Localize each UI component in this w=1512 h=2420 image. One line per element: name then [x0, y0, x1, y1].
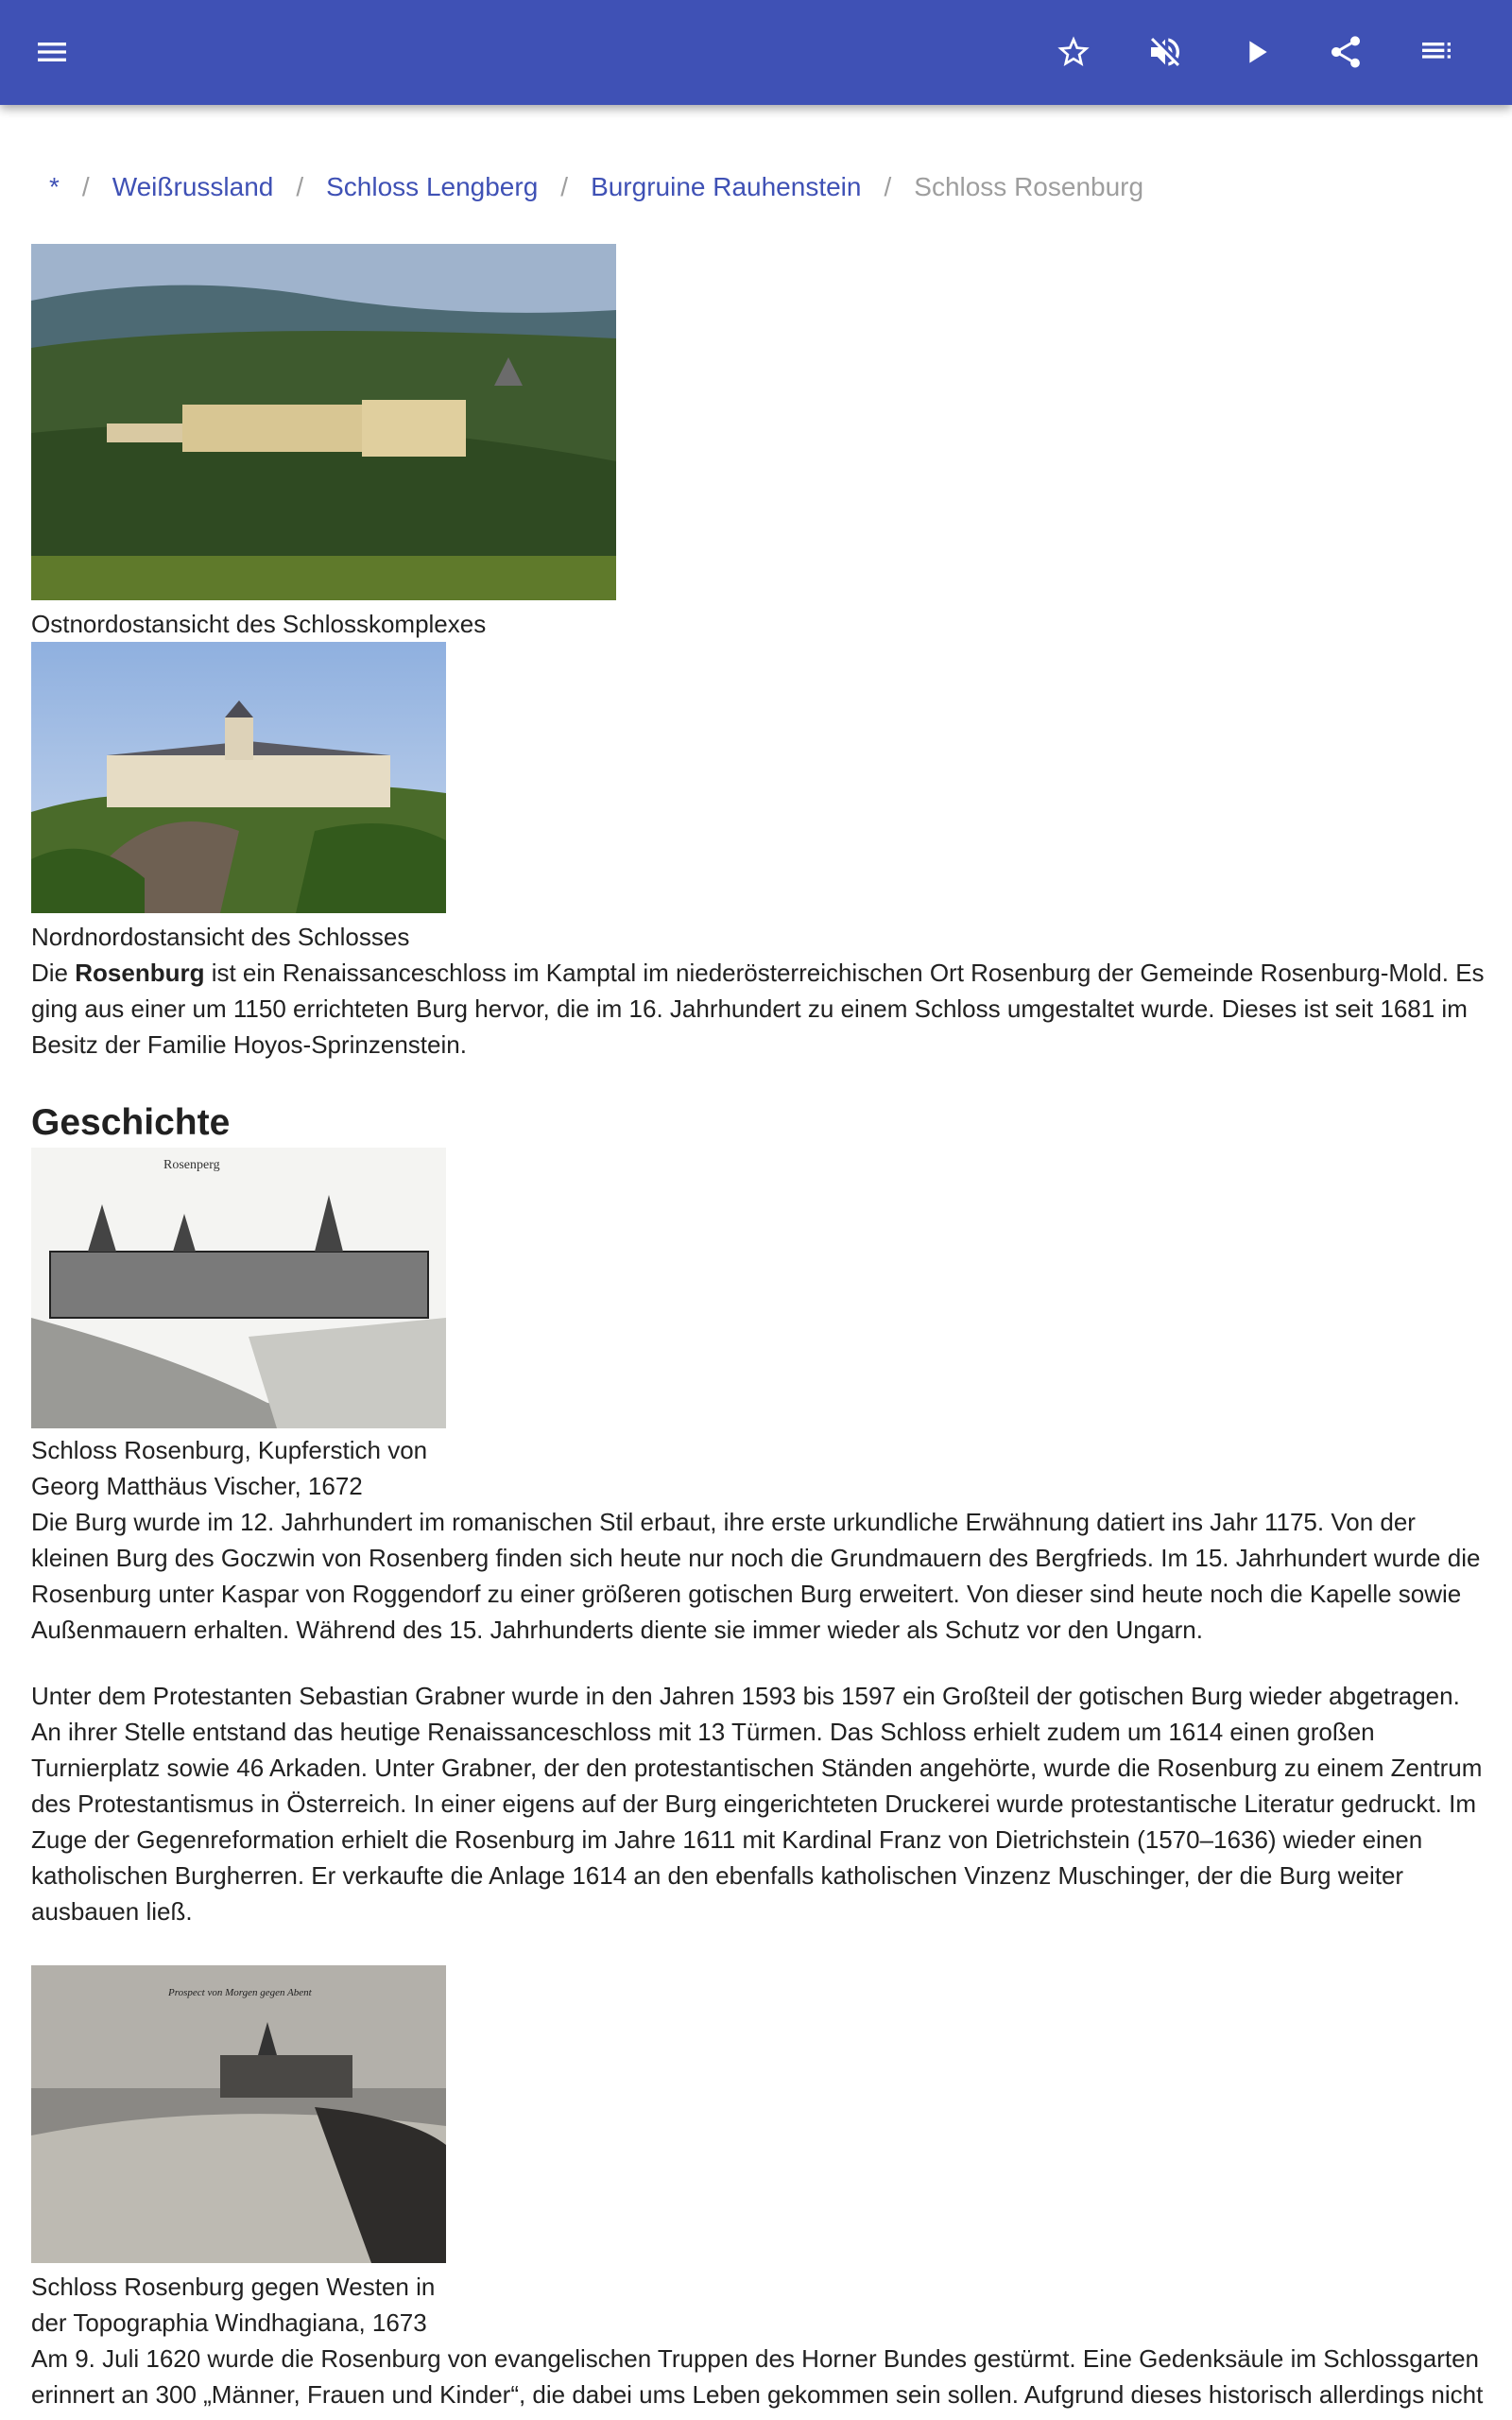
history-paragraph-2: Unter dem Protestanten Sebastian Grabner wurde in den Jahren 1593 bis 1597 ein Großteil der gotischen Burg wieder abgetragen. An ihrer Stelle entstand das heutige Renaissanceschloss mit 13 Türmen. Das Schloss erhielt zudem um 1614 einen großen Turnierplatz sowie 46 Arkaden. Unter Grabner, der den protestantischen Ständen angehörte, wurde die Rosenburg zu einem Zentrum des Protestantismus in Österreich. In einer eigens auf der Burg eingerichteten Druckerei wurde protestantische Literatur gedruckt. Im Zuge der Gegenreformation erhielt die Rosenburg im Jahre 1611 mit Kardinal Franz von Dietrichstein (1570–1636) wieder einen katholischen Burgherren. Er verkaufte die Anlage 1614 an den ebenfalls katholischen Vinzenz Muschinger, der die Burg weiter ausbauen ließ.: [31, 1682, 1483, 1926]
breadcrumb: [49, 168, 1143, 206]
app-bar: [0, 0, 1512, 105]
topographia-image[interactable]: [31, 1965, 446, 2263]
figure-caption: Ostnordostansicht des Schlosskomplexes: [31, 610, 487, 638]
breadcrumb-separator: /: [884, 172, 892, 201]
article: [31, 244, 1486, 2412]
figure-caption: Schloss Rosenburg gegen Westen in der Topographia Windhagiana, 1673: [31, 2273, 436, 2337]
figure-caption: Schloss Rosenburg, Kupferstich von Georg Matthäus Vischer, 1672: [31, 1436, 428, 1500]
topographia-label: Prospect von Morgen gegen Abent: [168, 1987, 312, 1998]
playlist-icon[interactable]: [1418, 33, 1455, 71]
figure-east-view: [31, 244, 1486, 642]
star-icon[interactable]: [1055, 33, 1092, 71]
breadcrumb-schloss-lengberg[interactable]: Schloss Lengberg: [326, 172, 539, 201]
breadcrumb-home[interactable]: *: [49, 172, 60, 201]
castle-photo-east[interactable]: [31, 244, 616, 600]
breadcrumb-separator: /: [560, 172, 569, 201]
intro-paragraph: [31, 955, 1486, 1063]
intro-text: ist ein Renaissanceschloss im Kamptal im niederösterreichischen Ort Rosenburg der Gemeinde Rosenburg-Mold. Es ging aus einer um 1150 errichteten Burg hervor, die im 16. Jahrhundert zu einem Schloss umgestaltet wurde. Dieses ist seit 1681 im Besitz der Familie Hoyos-Sprinzenstein.: [31, 959, 1485, 1059]
breadcrumb-separator: /: [81, 172, 90, 201]
play-icon[interactable]: [1237, 33, 1275, 71]
section-heading: Geschichte: [31, 1102, 231, 1143]
breadcrumb-weissrussland[interactable]: Weißrussland: [112, 172, 274, 201]
figure-topographia-1673: [31, 1965, 446, 2341]
intro-text: Die: [31, 959, 76, 987]
castle-photo-north[interactable]: [31, 642, 446, 913]
history-paragraph-3: Am 9. Juli 1620 wurde die Rosenburg von evangelischen Truppen des Horner Bundes gestürmt. Eine Gedenksäule im Schlossgarten erinnert an 300 „Männer, Frauen und Kinder“, die dabei ums Leben gekommen sein sollen. Aufgrund dieses historisch allerdings nicht: [31, 2344, 1484, 2409]
breadcrumb-separator: /: [296, 172, 304, 201]
figure-north-view: [31, 642, 1486, 955]
intro-bold-title: Rosenburg: [75, 959, 205, 987]
menu-icon[interactable]: [33, 33, 71, 71]
breadcrumb-current: Schloss Rosenburg: [914, 172, 1144, 201]
figure-engraving-1672: [31, 1148, 446, 1504]
volume-off-icon[interactable]: [1146, 33, 1184, 71]
breadcrumb-burgruine-rauhenstein[interactable]: Burgruine Rauhenstein: [591, 172, 862, 201]
share-icon[interactable]: [1327, 33, 1365, 71]
engraving-label: Rosenperg: [163, 1158, 220, 1172]
engraving-image[interactable]: [31, 1148, 446, 1428]
history-paragraph-1: Die Burg wurde im 12. Jahrhundert im romanischen Stil erbaut, ihre erste urkundliche Erwähnung datiert ins Jahr 1175. Von der kleinen Burg des Goczwin von Rosenberg finden sich heute nur noch die Grundmauern des Bergfrieds. Im 15. Jahrhundert wurde die Rosenburg unter Kaspar von Roggendorf zu einer größeren gotischen Burg erweitert. Von dieser sind heute noch die Kapelle sowie Außenmauern erhalten. Während des 15. Jahrhunderts diente sie immer wieder als Schutz vor den Ungarn.: [31, 1508, 1481, 1644]
figure-caption: Nordnordostansicht des Schlosses: [31, 923, 410, 951]
